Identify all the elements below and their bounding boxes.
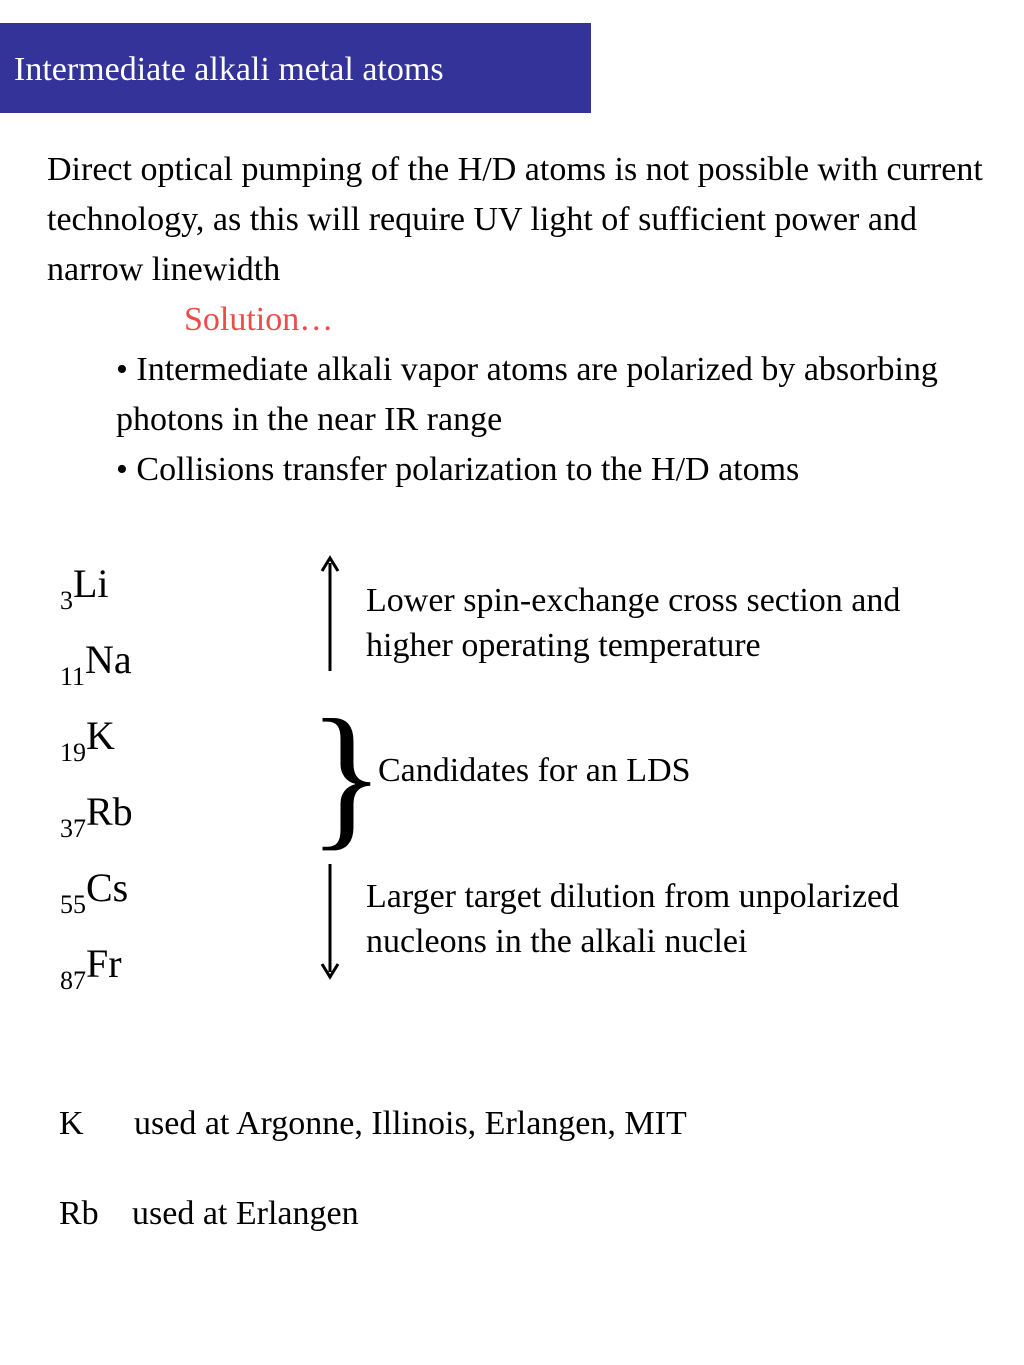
atomic-number: 37 (60, 814, 86, 843)
slide-title: Intermediate alkali metal atoms (14, 51, 444, 88)
element-symbol: Na (85, 637, 132, 682)
element-symbol: Cs (86, 865, 129, 910)
note-target-dilution: Larger target dilution from unpolarized nucleons in the alkali nuclei (366, 878, 900, 960)
atomic-number: 3 (60, 586, 73, 615)
usage-k (59, 1102, 687, 1146)
note-candidates-lds: Candidates for an LDS (378, 752, 691, 789)
atomic-number: 11 (60, 662, 86, 691)
atomic-number: 87 (60, 966, 86, 995)
element-k (60, 712, 115, 765)
bullet-item-polarized: • Intermediate alkali vapor atoms are polarized by absorbing photons in the near IR range (116, 351, 938, 438)
atomic-number: 55 (60, 890, 86, 919)
note-lower-cross-section: Lower spin-exchange cross section and higher operating temperature (366, 582, 901, 664)
usage-element: K (59, 1105, 84, 1142)
right-brace-icon: } (308, 686, 385, 864)
element-symbol: Li (73, 561, 109, 606)
solution-label: Solution… (184, 301, 334, 338)
up-arrow-icon (318, 555, 342, 673)
usage-text: used at Argonne, Illinois, Erlangen, MIT (134, 1105, 687, 1142)
bullet-item-collisions: • Collisions transfer polarization to the H/D atoms (116, 451, 800, 488)
usage-rb (59, 1192, 359, 1236)
usage-text: used at Erlangen (132, 1195, 359, 1232)
element-na (60, 636, 132, 689)
intro-paragraph: Direct optical pumping of the H/D atoms is not possible with current technology, as this will require UV light of sufficient power and narrow linewidth (47, 151, 983, 288)
element-rb (60, 788, 133, 841)
element-symbol: K (86, 713, 115, 758)
element-li (60, 560, 109, 613)
element-symbol: Fr (86, 941, 122, 986)
down-arrow-icon (318, 862, 342, 980)
atomic-number: 19 (60, 738, 86, 767)
element-cs (60, 864, 128, 917)
element-fr (60, 940, 122, 993)
element-symbol: Rb (86, 789, 133, 834)
bullet-list (116, 345, 996, 495)
usage-element: Rb (59, 1195, 99, 1232)
